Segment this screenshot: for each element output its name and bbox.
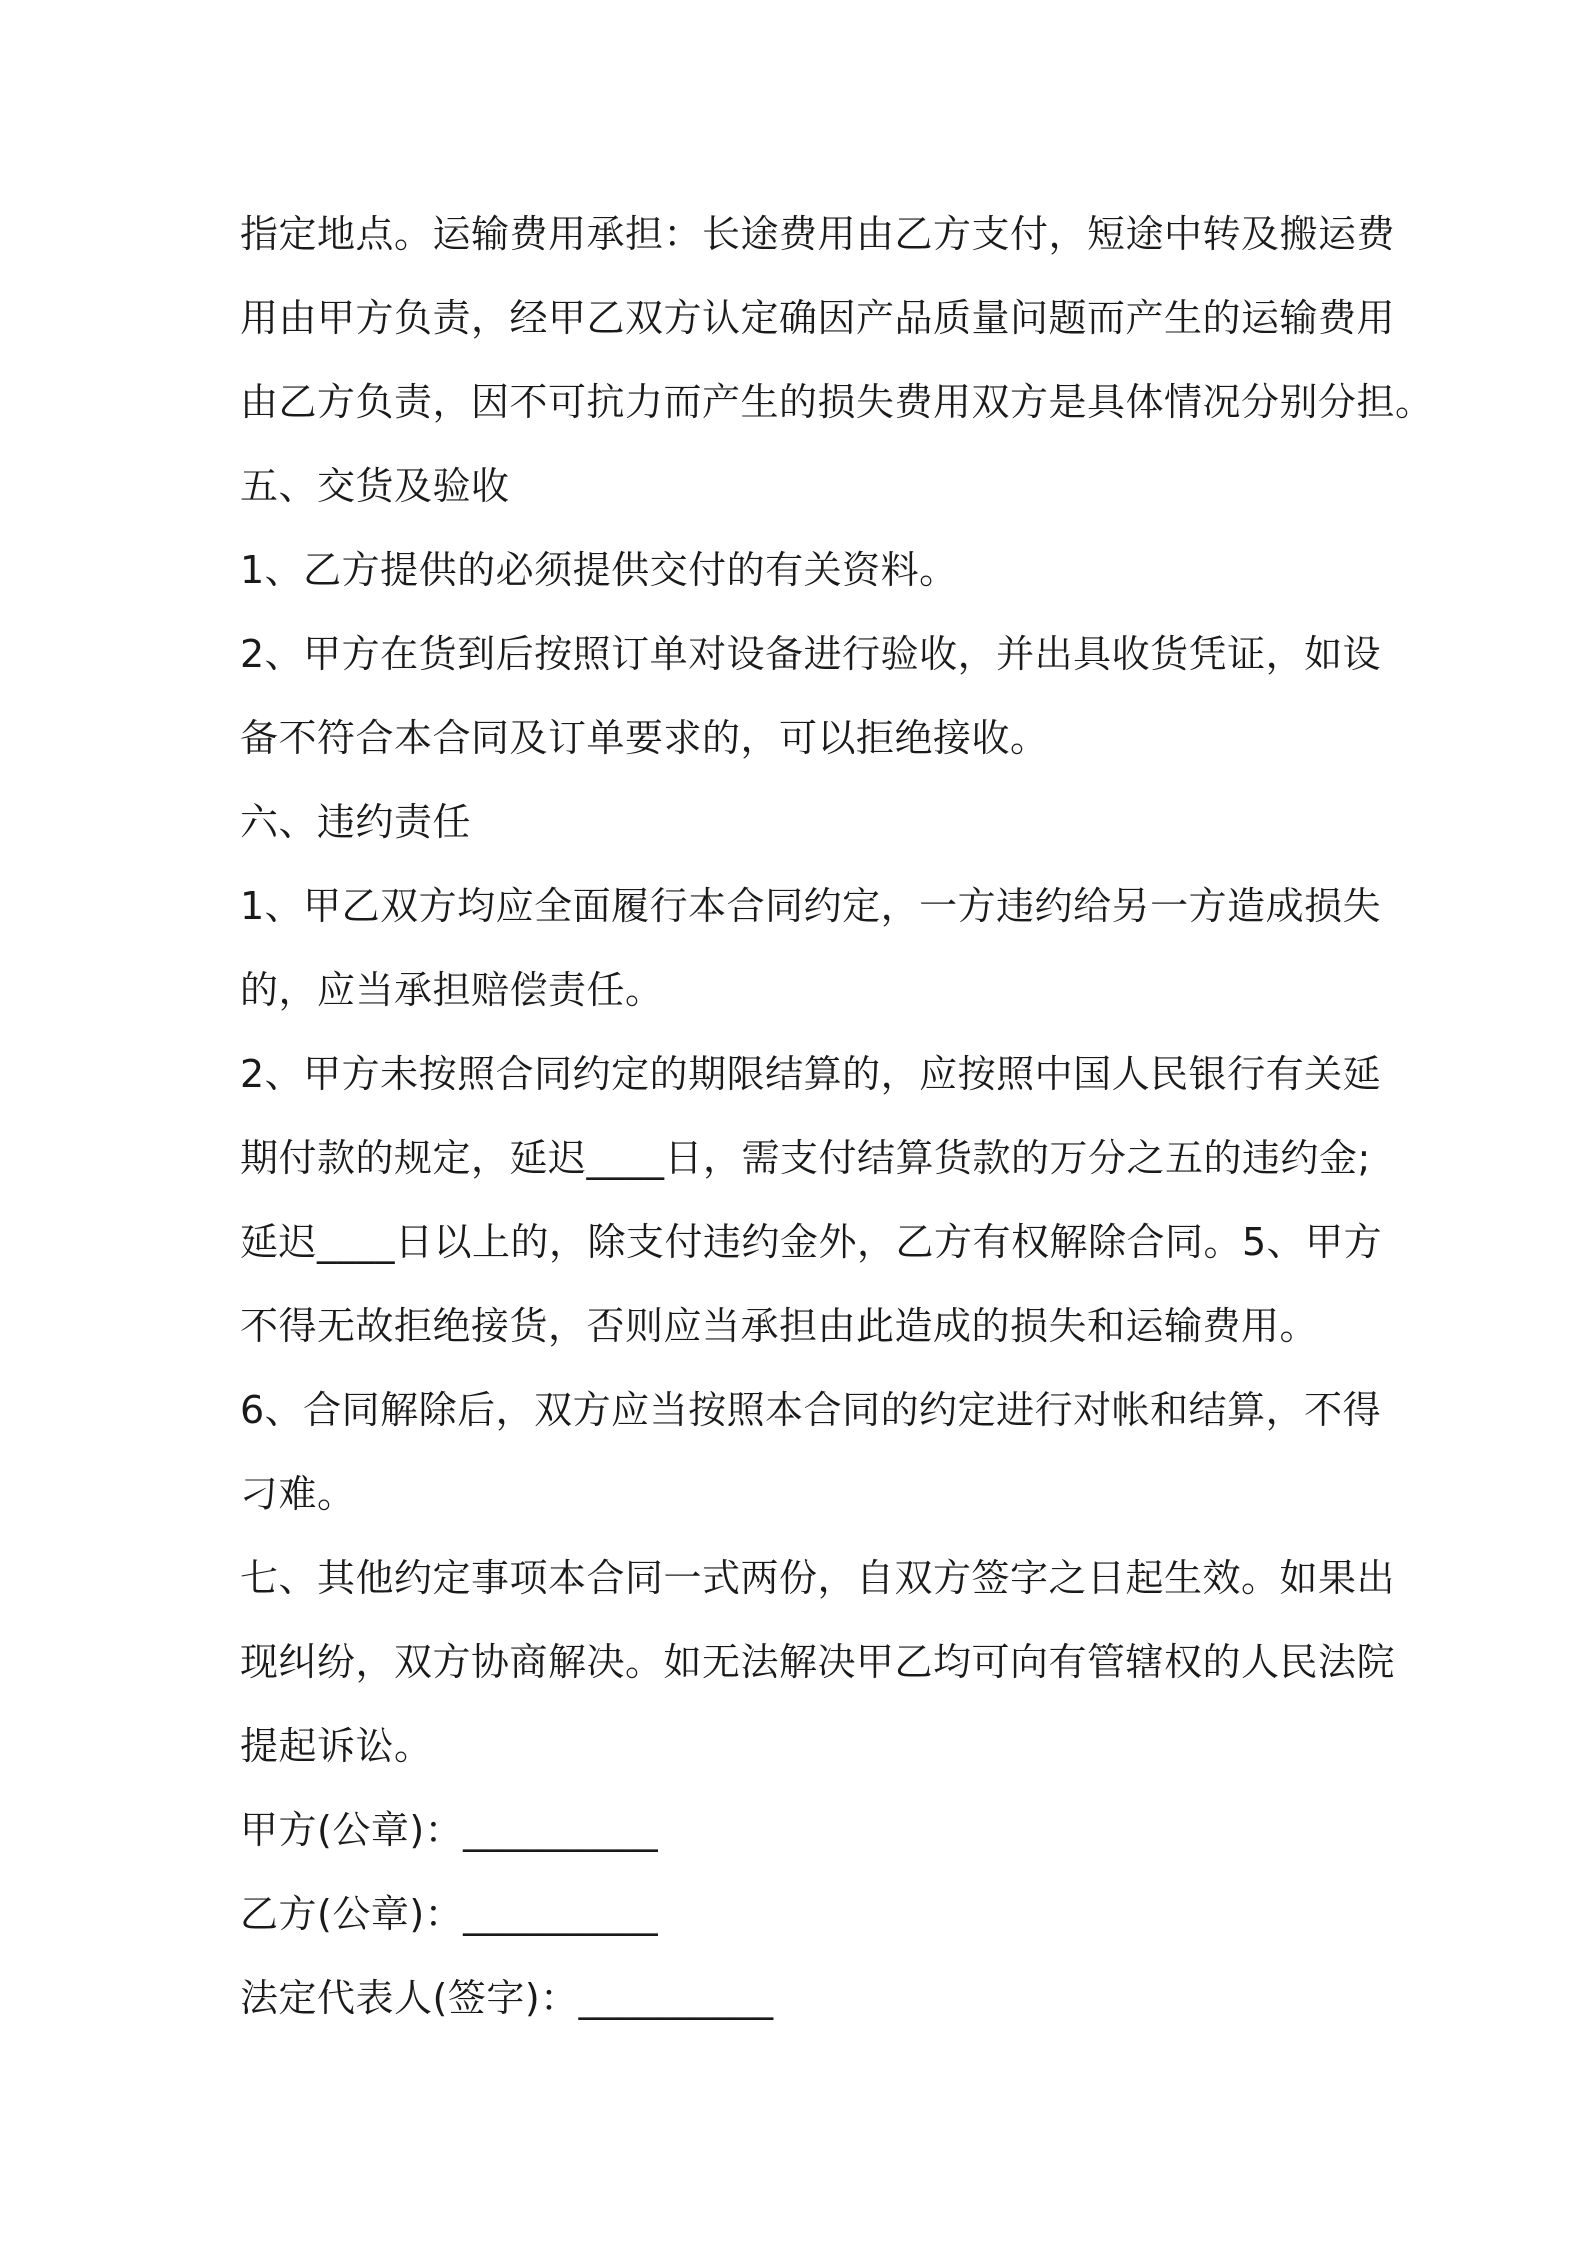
text-line: 2、甲方未按照合同约定的期限结算的，应按照中国人民银行有关延 <box>240 1052 1382 1096</box>
text-line: 备不符合本合同及订单要求的，可以拒绝接收。 <box>240 716 1049 760</box>
text-line: 6、合同解除后，双方应当按照本合同的约定进行对帐和结算，不得 <box>240 1388 1382 1432</box>
signature-line-party-a: 甲方(公章)：__________ <box>240 1808 659 1852</box>
text-line: 用由甲方负责，经甲乙双方认定确因产品质量问题而产生的运输费用 <box>240 296 1396 340</box>
text-line: 七、其他约定事项本合同一式两份，自双方签字之日起生效。如果出 <box>240 1556 1396 1600</box>
signature-line-party-b: 乙方(公章)：__________ <box>240 1892 659 1936</box>
section-heading: 六、违约责任 <box>240 800 472 844</box>
text-line: 刁难。 <box>240 1472 356 1516</box>
text-line: 提起诉讼。 <box>240 1724 433 1768</box>
text-line: 期付款的规定，延迟____日，需支付结算货款的万分之五的违约金; <box>240 1136 1371 1180</box>
text-line: 由乙方负责，因不可抗力而产生的损失费用双方是具体情况分别分担。 <box>240 380 1434 424</box>
text-line: 1、乙方提供的必须提供交付的有关资料。 <box>240 548 958 592</box>
text-line: 1、甲乙双方均应全面履行本合同约定，一方违约给另一方造成损失 <box>240 884 1382 928</box>
text-line: 的，应当承担赔偿责任。 <box>240 968 664 1012</box>
text-line: 2、甲方在货到后按照订单对设备进行验收，并出具收货凭证，如设 <box>240 632 1382 676</box>
document-body <box>240 192 1434 2040</box>
section-heading: 五、交货及验收 <box>240 464 510 508</box>
text-line: 指定地点。运输费用承担：长途费用由乙方支付，短途中转及搬运费 <box>240 212 1396 256</box>
text-line: 不得无故拒绝接货，否则应当承担由此造成的损失和运输费用。 <box>240 1304 1319 1348</box>
text-line: 现纠纷，双方协商解决。如无法解决甲乙均可向有管辖权的人民法院 <box>240 1640 1396 1684</box>
text-line: 延迟____日以上的，除支付违约金外，乙方有权解除合同。5、甲方 <box>240 1220 1383 1264</box>
signature-line-legal-representative: 法定代表人(签字)：__________ <box>240 1976 774 2020</box>
